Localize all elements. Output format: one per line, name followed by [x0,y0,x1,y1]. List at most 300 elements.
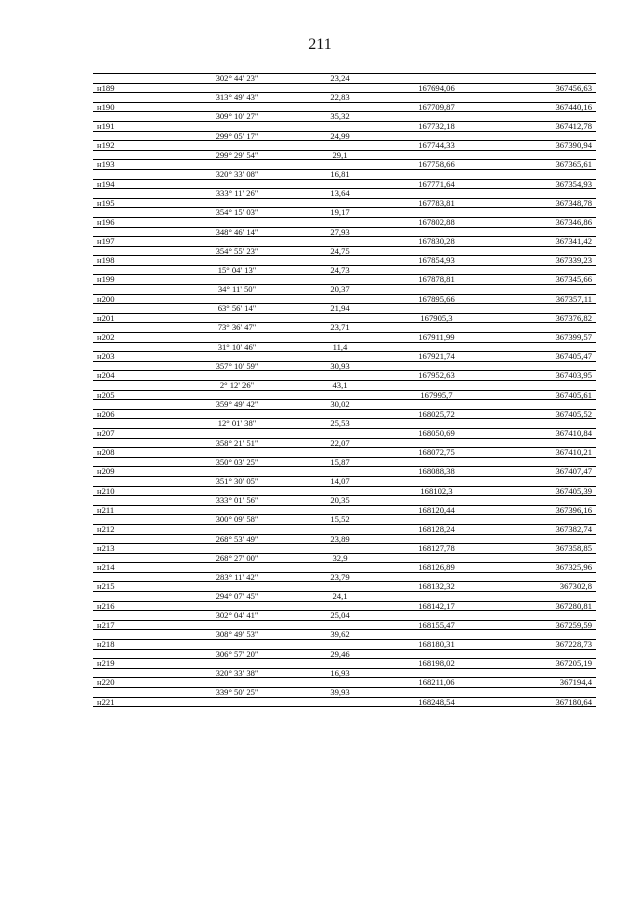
point-row [93,121,596,131]
empty-cell [93,457,180,467]
point-name: н208 [93,448,180,458]
segment-row [93,93,596,103]
empty-cell [487,668,596,678]
bearing-angle: 333° 11' 26" [180,189,294,199]
point-row [93,83,596,93]
empty-cell [93,246,180,256]
bearing-angle: 354° 55' 23" [180,246,294,256]
point-row [93,601,596,611]
empty-cell [180,294,294,304]
empty-cell [386,342,487,352]
empty-cell [180,544,294,554]
bearing-angle: 73° 36' 47" [180,323,294,333]
point-row [93,237,596,247]
empty-cell [93,611,180,621]
empty-cell [93,649,180,659]
empty-cell [294,620,386,630]
coord-y: 367399,57 [487,333,596,343]
bearing-angle: 306° 57' 20" [180,649,294,659]
point-name: н197 [93,237,180,247]
coord-y: 367345,66 [487,275,596,285]
empty-cell [294,198,386,208]
coord-x: 167995,7 [386,390,487,400]
empty-cell [180,179,294,189]
point-row [93,256,596,266]
empty-cell [180,582,294,592]
coord-y: 367412,78 [487,121,596,131]
empty-cell [386,611,487,621]
point-name: н199 [93,275,180,285]
empty-cell [386,592,487,602]
coord-y: 367228,73 [487,640,596,650]
coord-x: 167830,28 [386,237,487,247]
empty-cell [180,313,294,323]
segment-row [93,169,596,179]
empty-cell [386,361,487,371]
coord-x: 168180,31 [386,640,487,650]
coord-x: 168128,24 [386,524,487,534]
coord-x: 168127,78 [386,544,487,554]
bearing-angle: 302° 44' 23" [180,74,294,84]
empty-cell [386,438,487,448]
empty-cell [386,419,487,429]
segment-row [93,150,596,160]
coord-y: 367358,85 [487,544,596,554]
empty-cell [294,601,386,611]
bearing-angle: 12° 01' 38" [180,419,294,429]
empty-cell [487,169,596,179]
empty-cell [180,640,294,650]
segment-row [93,323,596,333]
segment-row [93,246,596,256]
segment-row [93,438,596,448]
coord-x: 167905,3 [386,313,487,323]
point-name: н212 [93,524,180,534]
segment-length: 30,02 [294,400,386,410]
empty-cell [386,381,487,391]
empty-cell [487,74,596,84]
bearing-angle: 283° 11' 42" [180,572,294,582]
empty-cell [386,649,487,659]
segment-row [93,131,596,141]
point-name: н190 [93,102,180,112]
empty-cell [294,582,386,592]
point-row [93,640,596,650]
empty-cell [93,342,180,352]
coord-y: 367341,42 [487,237,596,247]
point-name: н198 [93,256,180,266]
coordinates-table-body [93,74,596,707]
empty-cell [386,476,487,486]
segment-length: 22,83 [294,93,386,103]
coord-y: 367357,11 [487,294,596,304]
empty-cell [93,534,180,544]
coord-x: 168120,44 [386,505,487,515]
point-row [93,333,596,343]
empty-cell [386,227,487,237]
segment-row [93,208,596,218]
empty-cell [386,630,487,640]
empty-cell [294,524,386,534]
empty-cell [93,169,180,179]
point-row [93,390,596,400]
empty-cell [93,381,180,391]
segment-row [93,381,596,391]
coord-x: 168198,02 [386,659,487,669]
bearing-angle: 300° 09' 58" [180,515,294,525]
segment-row [93,668,596,678]
segment-row [93,611,596,621]
empty-cell [93,668,180,678]
empty-cell [487,381,596,391]
empty-cell [180,409,294,419]
coord-x: 167744,33 [386,141,487,151]
empty-cell [93,265,180,275]
empty-cell [180,563,294,573]
empty-cell [93,553,180,563]
coord-x: 168088,38 [386,467,487,477]
segment-length: 20,37 [294,285,386,295]
coord-y: 367346,86 [487,217,596,227]
coord-x: 168155,47 [386,620,487,630]
point-name: н202 [93,333,180,343]
segment-row [93,572,596,582]
point-name: н200 [93,294,180,304]
empty-cell [487,246,596,256]
empty-cell [294,217,386,227]
empty-cell [93,93,180,103]
point-name: н191 [93,121,180,131]
point-name: н220 [93,678,180,688]
empty-cell [386,553,487,563]
segment-row [93,265,596,275]
empty-cell [386,496,487,506]
empty-cell [487,438,596,448]
point-name: н206 [93,409,180,419]
coord-y: 367405,61 [487,390,596,400]
empty-cell [294,371,386,381]
empty-cell [487,112,596,122]
empty-cell [180,659,294,669]
empty-cell [294,294,386,304]
empty-cell [93,74,180,84]
empty-cell [294,256,386,266]
coord-x: 167878,81 [386,275,487,285]
segment-length: 23,71 [294,323,386,333]
empty-cell [93,189,180,199]
point-name: н213 [93,544,180,554]
segment-length: 21,94 [294,304,386,314]
empty-cell [386,534,487,544]
coord-x: 167895,66 [386,294,487,304]
point-name: н192 [93,141,180,151]
point-row [93,505,596,515]
coord-x: 168248,54 [386,697,487,707]
point-name: н204 [93,371,180,381]
segment-length: 11,4 [294,342,386,352]
segment-row [93,476,596,486]
segment-length: 35,32 [294,112,386,122]
point-name: н196 [93,217,180,227]
empty-cell [487,208,596,218]
empty-cell [487,400,596,410]
segment-length: 24,99 [294,131,386,141]
point-row [93,486,596,496]
coord-x: 168211,06 [386,678,487,688]
segment-row [93,457,596,467]
coord-y: 367280,81 [487,601,596,611]
segment-length: 13,64 [294,189,386,199]
point-row [93,352,596,362]
empty-cell [294,678,386,688]
empty-cell [386,688,487,698]
coord-y: 367410,21 [487,448,596,458]
empty-cell [93,304,180,314]
empty-cell [294,505,386,515]
coord-y: 367405,39 [487,486,596,496]
empty-cell [180,486,294,496]
empty-cell [487,189,596,199]
bearing-angle: 268° 53' 49" [180,534,294,544]
empty-cell [294,544,386,554]
empty-cell [93,572,180,582]
empty-cell [294,237,386,247]
segment-row [93,189,596,199]
bearing-angle: 358° 21' 51" [180,438,294,448]
bearing-angle: 294° 07' 45" [180,592,294,602]
point-name: н210 [93,486,180,496]
bearing-angle: 63° 56' 14" [180,304,294,314]
empty-cell [294,313,386,323]
point-row [93,179,596,189]
bearing-angle: 31° 10' 46" [180,342,294,352]
segment-length: 39,93 [294,688,386,698]
coord-x: 168132,32 [386,582,487,592]
empty-cell [294,333,386,343]
coord-y: 367390,94 [487,141,596,151]
empty-cell [294,179,386,189]
empty-cell [487,592,596,602]
point-row [93,313,596,323]
point-name: н221 [93,697,180,707]
empty-cell [93,323,180,333]
empty-cell [386,515,487,525]
coord-y: 367180,64 [487,697,596,707]
point-row [93,371,596,381]
segment-length: 15,52 [294,515,386,525]
empty-cell [487,93,596,103]
point-name: н215 [93,582,180,592]
segment-row [93,592,596,602]
coord-x: 168050,69 [386,428,487,438]
empty-cell [180,448,294,458]
empty-cell [487,150,596,160]
empty-cell [487,515,596,525]
bearing-angle: 333° 01' 56" [180,496,294,506]
point-row [93,659,596,669]
point-name: н195 [93,198,180,208]
coord-x: 168072,75 [386,448,487,458]
empty-cell [93,285,180,295]
empty-cell [93,515,180,525]
bearing-angle: 268° 27' 00" [180,553,294,563]
point-row [93,678,596,688]
empty-cell [180,697,294,707]
empty-cell [180,121,294,131]
point-row [93,160,596,170]
empty-cell [294,275,386,285]
point-name: н218 [93,640,180,650]
page-number: 211 [308,36,332,53]
empty-cell [487,227,596,237]
empty-cell [487,496,596,506]
coord-y: 367405,52 [487,409,596,419]
coord-x: 167921,74 [386,352,487,362]
segment-row [93,112,596,122]
coordinates-table [93,73,596,707]
point-name: н217 [93,620,180,630]
empty-cell [386,189,487,199]
empty-cell [294,467,386,477]
coord-x: 168142,17 [386,601,487,611]
point-row [93,102,596,112]
empty-cell [93,150,180,160]
coord-y: 367407,47 [487,467,596,477]
point-name: н194 [93,179,180,189]
point-row [93,217,596,227]
empty-cell [487,342,596,352]
point-row [93,467,596,477]
empty-cell [180,467,294,477]
empty-cell [294,83,386,93]
empty-cell [386,112,487,122]
bearing-angle: 320° 33' 08" [180,169,294,179]
empty-cell [386,457,487,467]
empty-cell [294,428,386,438]
coord-x: 167771,64 [386,179,487,189]
segment-length: 39,62 [294,630,386,640]
empty-cell [294,121,386,131]
coord-x: 167783,81 [386,198,487,208]
segment-length: 16,81 [294,169,386,179]
empty-cell [294,448,386,458]
empty-cell [93,208,180,218]
point-name: н189 [93,83,180,93]
empty-cell [386,246,487,256]
segment-row [93,285,596,295]
segment-row [93,74,596,84]
segment-length: 27,93 [294,227,386,237]
empty-cell [93,227,180,237]
bearing-angle: 34° 11' 50" [180,285,294,295]
bearing-angle: 299° 29' 54" [180,150,294,160]
empty-cell [487,419,596,429]
segment-length: 25,53 [294,419,386,429]
empty-cell [180,217,294,227]
empty-cell [294,160,386,170]
segment-row [93,688,596,698]
empty-cell [180,428,294,438]
empty-cell [93,361,180,371]
empty-cell [386,400,487,410]
empty-cell [93,438,180,448]
coord-x: 167952,63 [386,371,487,381]
point-name: н205 [93,390,180,400]
empty-cell [180,102,294,112]
segment-length: 19,17 [294,208,386,218]
segment-row [93,630,596,640]
empty-cell [294,486,386,496]
empty-cell [93,400,180,410]
empty-cell [93,419,180,429]
segment-length: 29,46 [294,649,386,659]
segment-row [93,227,596,237]
empty-cell [386,265,487,275]
coord-y: 367405,47 [487,352,596,362]
point-name: н216 [93,601,180,611]
segment-length: 24,73 [294,265,386,275]
empty-cell [386,208,487,218]
point-name: н201 [93,313,180,323]
empty-cell [487,457,596,467]
point-name: н219 [93,659,180,669]
empty-cell [386,150,487,160]
segment-row [93,515,596,525]
empty-cell [180,275,294,285]
empty-cell [180,352,294,362]
segment-row [93,419,596,429]
segment-row [93,496,596,506]
coord-y: 367396,16 [487,505,596,515]
coord-x: 167854,93 [386,256,487,266]
segment-length: 25,04 [294,611,386,621]
point-row [93,275,596,285]
point-name: н207 [93,428,180,438]
coord-y: 367339,23 [487,256,596,266]
empty-cell [487,534,596,544]
empty-cell [487,649,596,659]
empty-cell [386,323,487,333]
empty-cell [487,361,596,371]
coord-x: 168126,89 [386,563,487,573]
point-row [93,697,596,707]
segment-length: 23,79 [294,572,386,582]
empty-cell [180,524,294,534]
empty-cell [386,131,487,141]
point-row [93,294,596,304]
point-row [93,448,596,458]
coord-y: 367456,63 [487,83,596,93]
coord-x: 168025,72 [386,409,487,419]
segment-row [93,400,596,410]
bearing-angle: 348° 46' 14" [180,227,294,237]
bearing-angle: 313° 49' 43" [180,93,294,103]
coord-y: 367440,16 [487,102,596,112]
bearing-angle: 350° 03' 25" [180,457,294,467]
bearing-angle: 354° 15' 03" [180,208,294,218]
coord-x: 167758,66 [386,160,487,170]
empty-cell [386,93,487,103]
empty-cell [180,390,294,400]
empty-cell [180,160,294,170]
point-row [93,524,596,534]
empty-cell [180,141,294,151]
point-row [93,544,596,554]
point-row [93,198,596,208]
segment-length: 20,35 [294,496,386,506]
coord-y: 367403,95 [487,371,596,381]
point-name: н203 [93,352,180,362]
